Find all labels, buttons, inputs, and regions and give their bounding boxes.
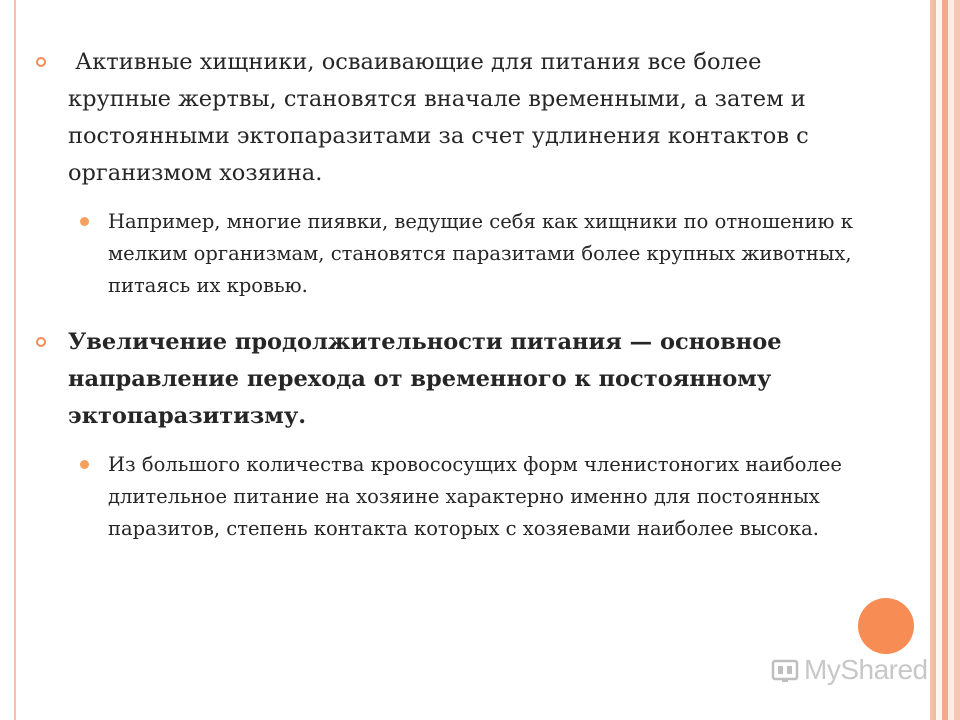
bullet-dot-icon	[80, 460, 89, 469]
bullet-ring-icon	[36, 57, 46, 67]
myshared-logo-icon	[770, 655, 800, 685]
decorative-circle	[858, 598, 914, 654]
bullet-1-text: Активные хищники, осваивающие для питания все более крупные жертвы, становятся вначале временными, а затем и постоянными эктопаразитами за счет удлинения контактов с организмом хозяина.	[68, 49, 816, 186]
bullet-2	[36, 324, 866, 435]
watermark-text: MyShared	[804, 654, 928, 685]
sub-bullet-1-text: Например, многие пиявки, ведущие себя как хищники по отношению к мелким организмам, становятся паразитами более крупных животных, питаясь их кровью.	[108, 210, 853, 297]
bullet-ring-icon	[36, 337, 46, 347]
slide-content	[36, 44, 866, 567]
sub-bullet-2-text: Из большого количества кровососущих форм членистоногих наиболее длительное питание на хозяине характерно именно для постоянных паразитов, степень контакта которых с хозяевами наиболее высока.	[108, 453, 842, 540]
sub-bullet-2	[36, 449, 866, 545]
watermark	[770, 654, 928, 686]
stripe	[954, 0, 960, 720]
sub-bullet-1	[36, 206, 866, 302]
bullet-1	[36, 44, 866, 192]
bullet-2-text: Увеличение продолжительности питания — основное направление перехода от временного к постоянному эктопаразитизму.	[68, 329, 782, 429]
decorative-stripes	[932, 0, 960, 720]
bullet-dot-icon	[80, 217, 89, 226]
